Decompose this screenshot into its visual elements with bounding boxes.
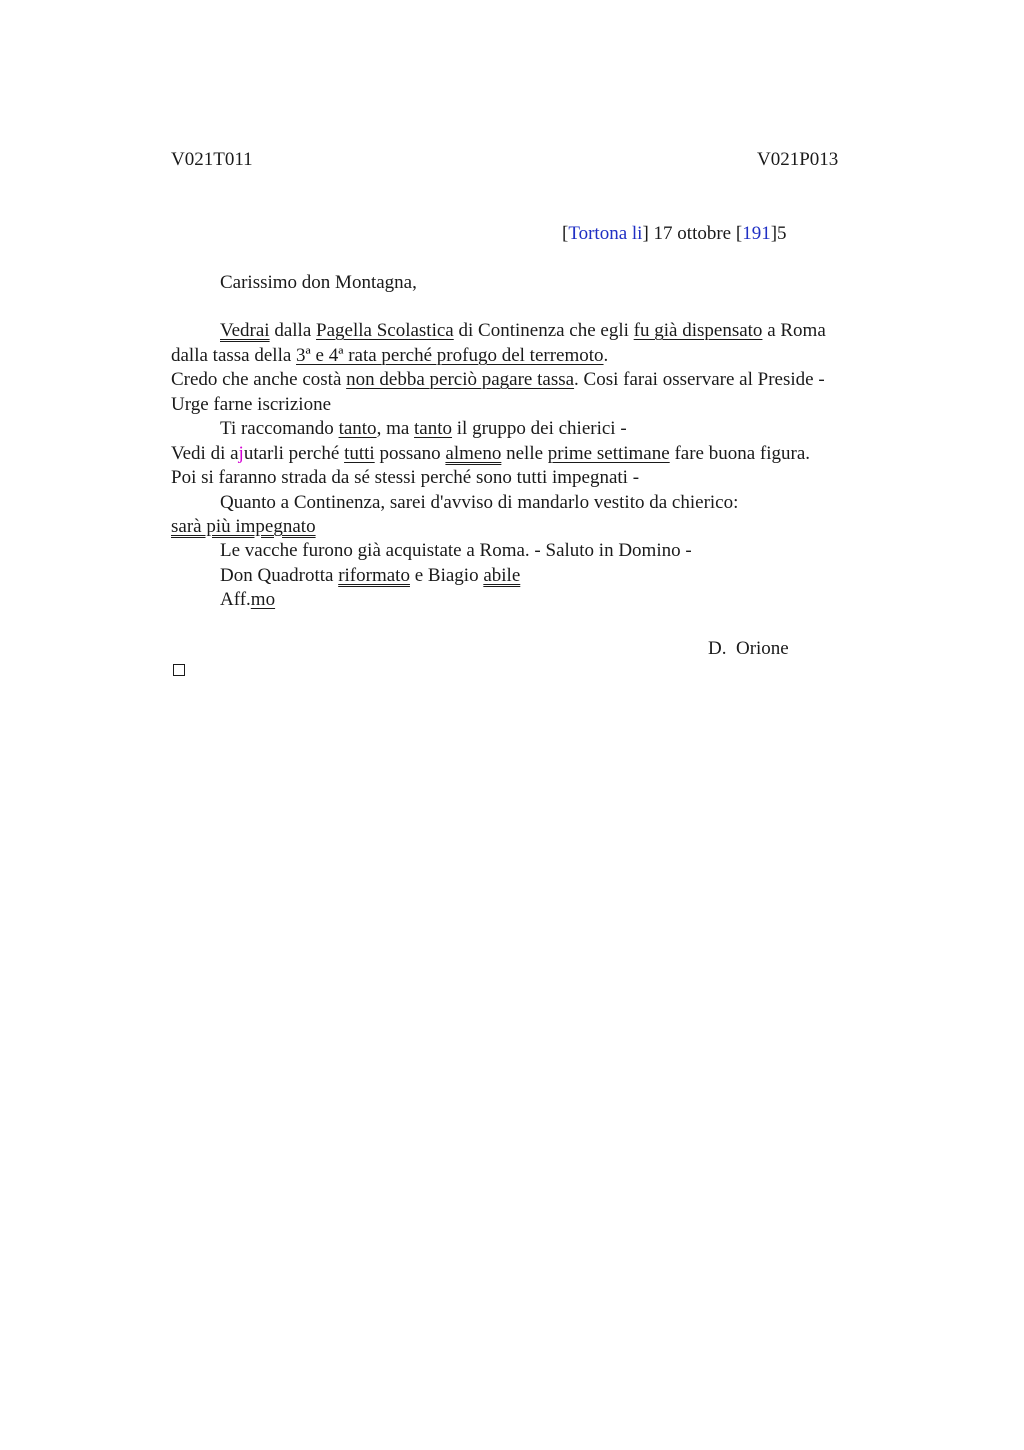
body-line: Credo che anche costà non debba perciò pagare tassa. Cosi farai osservare al Preside -	[171, 369, 825, 390]
body-line: Don Quadrotta riformato e Biagio abile	[220, 565, 521, 586]
body-line: dalla tassa della 3ª e 4ª rata perché profugo del terremoto.	[171, 345, 609, 366]
body-line: Poi si faranno strada da sé stessi perché sono tutti impegnati -	[171, 467, 640, 488]
end-marker-square	[173, 664, 185, 676]
document-code-right: V021P013	[757, 149, 839, 170]
body-line: Urge farne iscrizione	[171, 394, 332, 415]
body-line: Le vacche furono già acquistate a Roma. - Saluto in Domino -	[220, 540, 692, 561]
body-line: Quanto a Continenza, sarei d'avviso di mandarlo vestito da chierico:	[220, 492, 739, 513]
body-line: Vedrai dalla Pagella Scolastica di Continenza che egli fu già dispensato a Roma	[220, 320, 826, 341]
dateline: [Tortona li] 17 ottobre [191]5	[562, 223, 787, 244]
document-code-left: V021T011	[171, 149, 253, 170]
signature: D. Orione	[708, 638, 789, 659]
body-line: Vedi di ajutarli perché tutti possano almeno nelle prime settimane fare buona figura.	[171, 443, 811, 464]
body-line: sarà più impegnato	[171, 516, 316, 537]
body-line: Ti raccomando tanto, ma tanto il gruppo dei chierici -	[220, 418, 627, 439]
salutation: Carissimo don Montagna,	[220, 272, 417, 293]
dateline-year-part: 191	[742, 223, 771, 244]
closing: Aff.mo	[220, 589, 276, 610]
dateline-place: Tortona li	[568, 223, 643, 244]
